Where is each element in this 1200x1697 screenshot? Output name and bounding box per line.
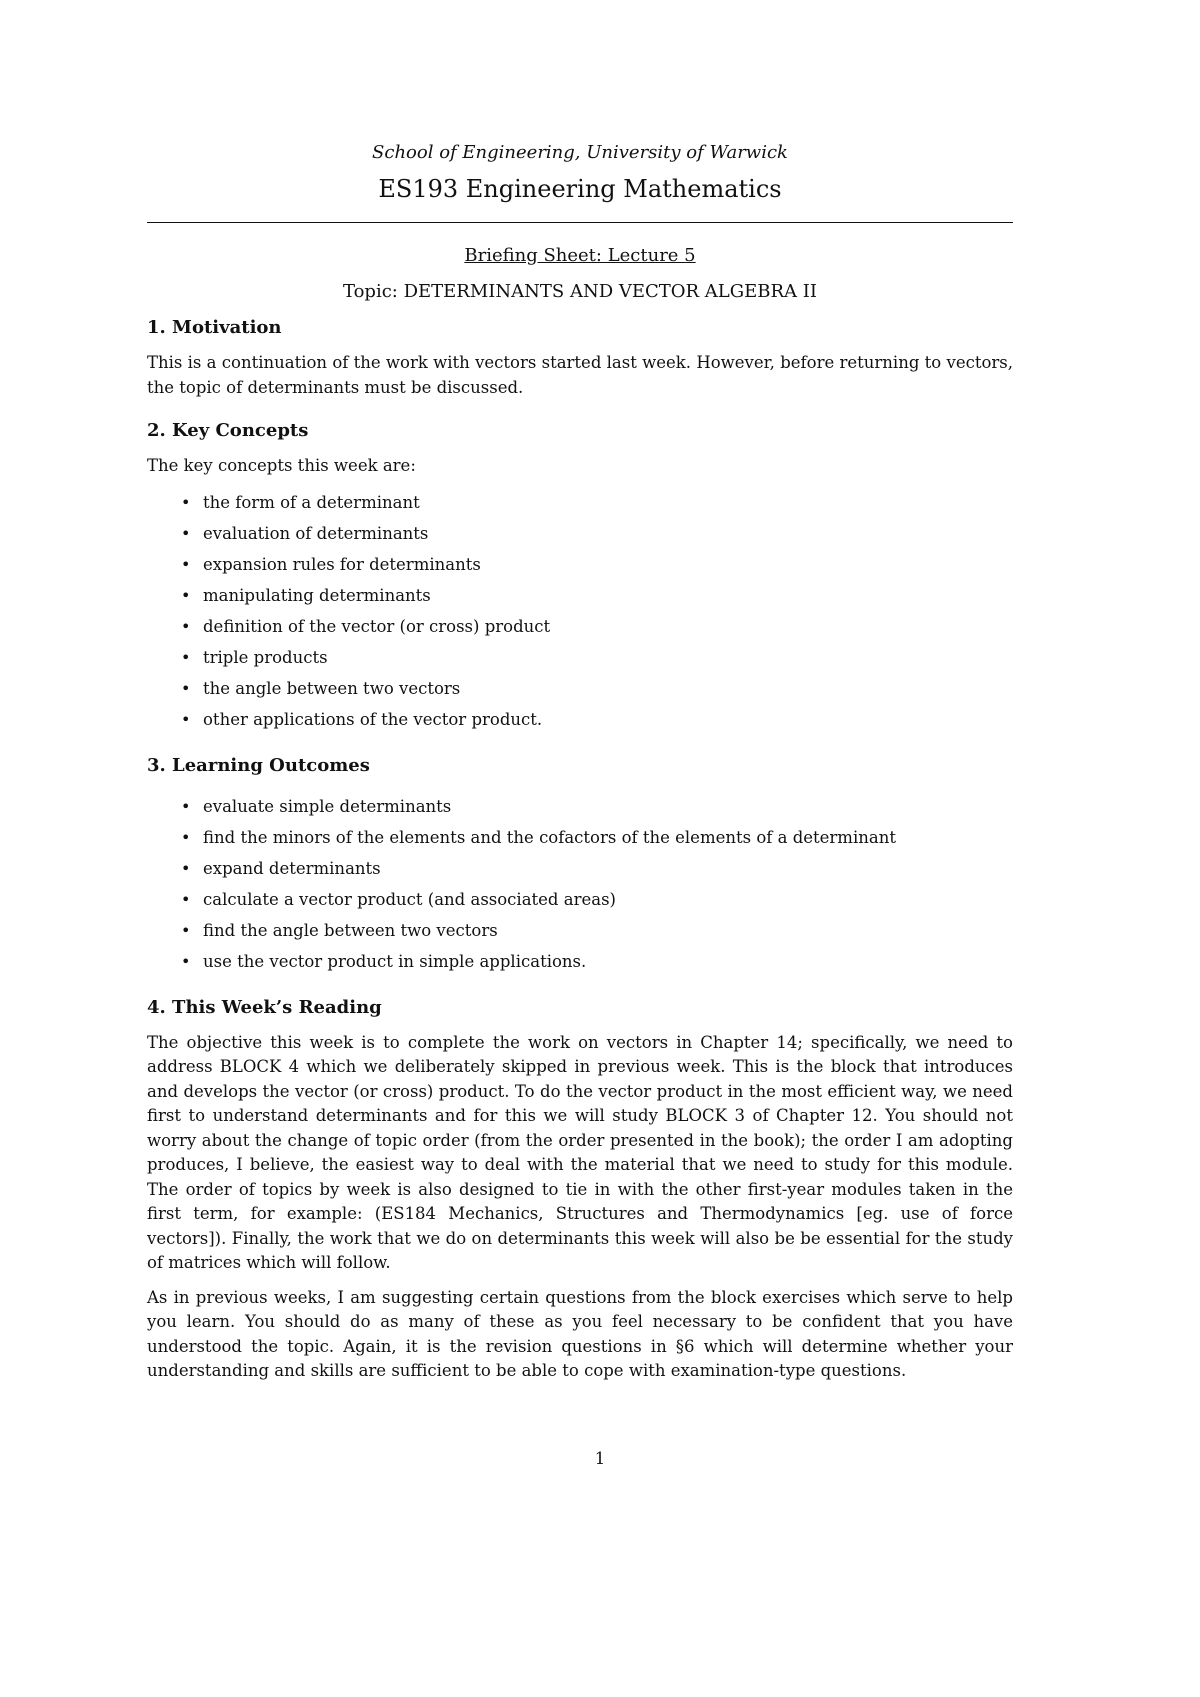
list-item — [181, 580, 1013, 611]
list-item-text: other applications of the vector product. — [203, 709, 543, 729]
list-item — [181, 822, 1013, 853]
bullet-icon: • — [181, 523, 191, 543]
list-item-text: triple products — [203, 647, 328, 667]
key-concepts-heading: 2. Key Concepts — [147, 420, 309, 441]
course-title: ES193 Engineering Mathematics — [378, 175, 782, 203]
list-item — [181, 791, 1013, 822]
list-item-text: the form of a determinant — [203, 492, 420, 512]
list-item — [181, 884, 1013, 915]
bullet-icon: • — [181, 858, 191, 878]
list-item — [181, 673, 1013, 704]
reading-paragraph-1: The objective this week is to complete the work on vectors in Chapter 14; specifically, we need to address BLOCK 4 which we deliberately skipped in previous week. This is the block that introduces and develops the vector (or cross) product. To do the vector product in the most efficient way, we need first to understand determinants and for this we will study BLOCK 3 of Chapter 12. You should not worry about the change of topic order (from the order presented in the book); the order I am adopting produces, I believe, the easiest way to deal with the material that we need to study for this module. The order of topics by week is also designed to tie in with the other first-year modules taken in the first term, for example: (ES184 Mechanics, Structures and Thermodynamics [eg. use of force vectors]). Finally, the work that we do on determinants this week will also be be essential for the study of matrices which will follow. — [147, 1032, 1013, 1272]
bullet-icon: • — [181, 616, 191, 636]
document-page — [147, 140, 1013, 1384]
list-item-text: definition of the vector (or cross) product — [203, 616, 551, 636]
learning-outcomes-heading: 3. Learning Outcomes — [147, 754, 370, 776]
bullet-icon: • — [181, 678, 191, 698]
bullet-icon: • — [181, 827, 191, 847]
bullet-icon: • — [181, 796, 191, 816]
list-item — [181, 518, 1013, 549]
list-item-text: calculate a vector product (and associated areas) — [203, 889, 616, 909]
list-item — [181, 704, 1013, 735]
bullet-icon: • — [181, 647, 191, 667]
key-concepts-intro: The key concepts this week are: — [147, 456, 416, 475]
key-concepts-list — [147, 487, 1013, 735]
reading-paragraph-2: As in previous weeks, I am suggesting certain questions from the block exercises which serve to help you learn. You should do as many of these as you feel necessary to be confident that you have understood the topic. Again, it is the revision questions in §6 which will determine whether your understanding and skills are sufficient to be able to cope with examination-type questions. — [147, 1287, 1013, 1380]
bullet-icon: • — [181, 492, 191, 512]
list-item — [181, 487, 1013, 518]
list-item — [181, 549, 1013, 580]
bullet-icon: • — [181, 951, 191, 971]
header-divider — [147, 222, 1013, 223]
list-item — [181, 853, 1013, 884]
school-name: School of Engineering, University of Warwick — [372, 142, 788, 163]
list-item-text: evaluation of determinants — [203, 523, 429, 543]
list-item-text: expansion rules for determinants — [203, 554, 481, 574]
list-item — [181, 611, 1013, 642]
list-item-text: use the vector product in simple applications. — [203, 951, 587, 971]
bullet-icon: • — [181, 889, 191, 909]
list-item-text: find the minors of the elements and the cofactors of the elements of a determinant — [203, 827, 896, 847]
topic-title: Topic: DETERMINANTS AND VECTOR ALGEBRA II — [342, 281, 817, 302]
motivation-text: This is a continuation of the work with vectors started last week. However, before returning to vectors, the topic of determinants must be discussed. — [147, 353, 1013, 397]
list-item — [181, 946, 1013, 977]
list-item — [181, 915, 1013, 946]
list-item-text: the angle between two vectors — [203, 678, 461, 698]
reading-heading: 4. This Week’s Reading — [147, 996, 382, 1018]
learning-outcomes-list — [147, 791, 1013, 977]
list-item-text: manipulating determinants — [203, 585, 431, 605]
bullet-icon: • — [181, 920, 191, 940]
motivation-heading: 1. Motivation — [147, 317, 282, 338]
bullet-icon: • — [181, 554, 191, 574]
briefing-title: Briefing Sheet: Lecture 5 — [464, 245, 696, 266]
bullet-icon: • — [181, 709, 191, 729]
list-item-text: find the angle between two vectors — [203, 920, 498, 940]
bullet-icon: • — [181, 585, 191, 605]
list-item-text: expand determinants — [203, 858, 381, 878]
list-item-text: evaluate simple determinants — [203, 796, 452, 816]
page-number: 1 — [594, 1449, 606, 1468]
list-item — [181, 642, 1013, 673]
